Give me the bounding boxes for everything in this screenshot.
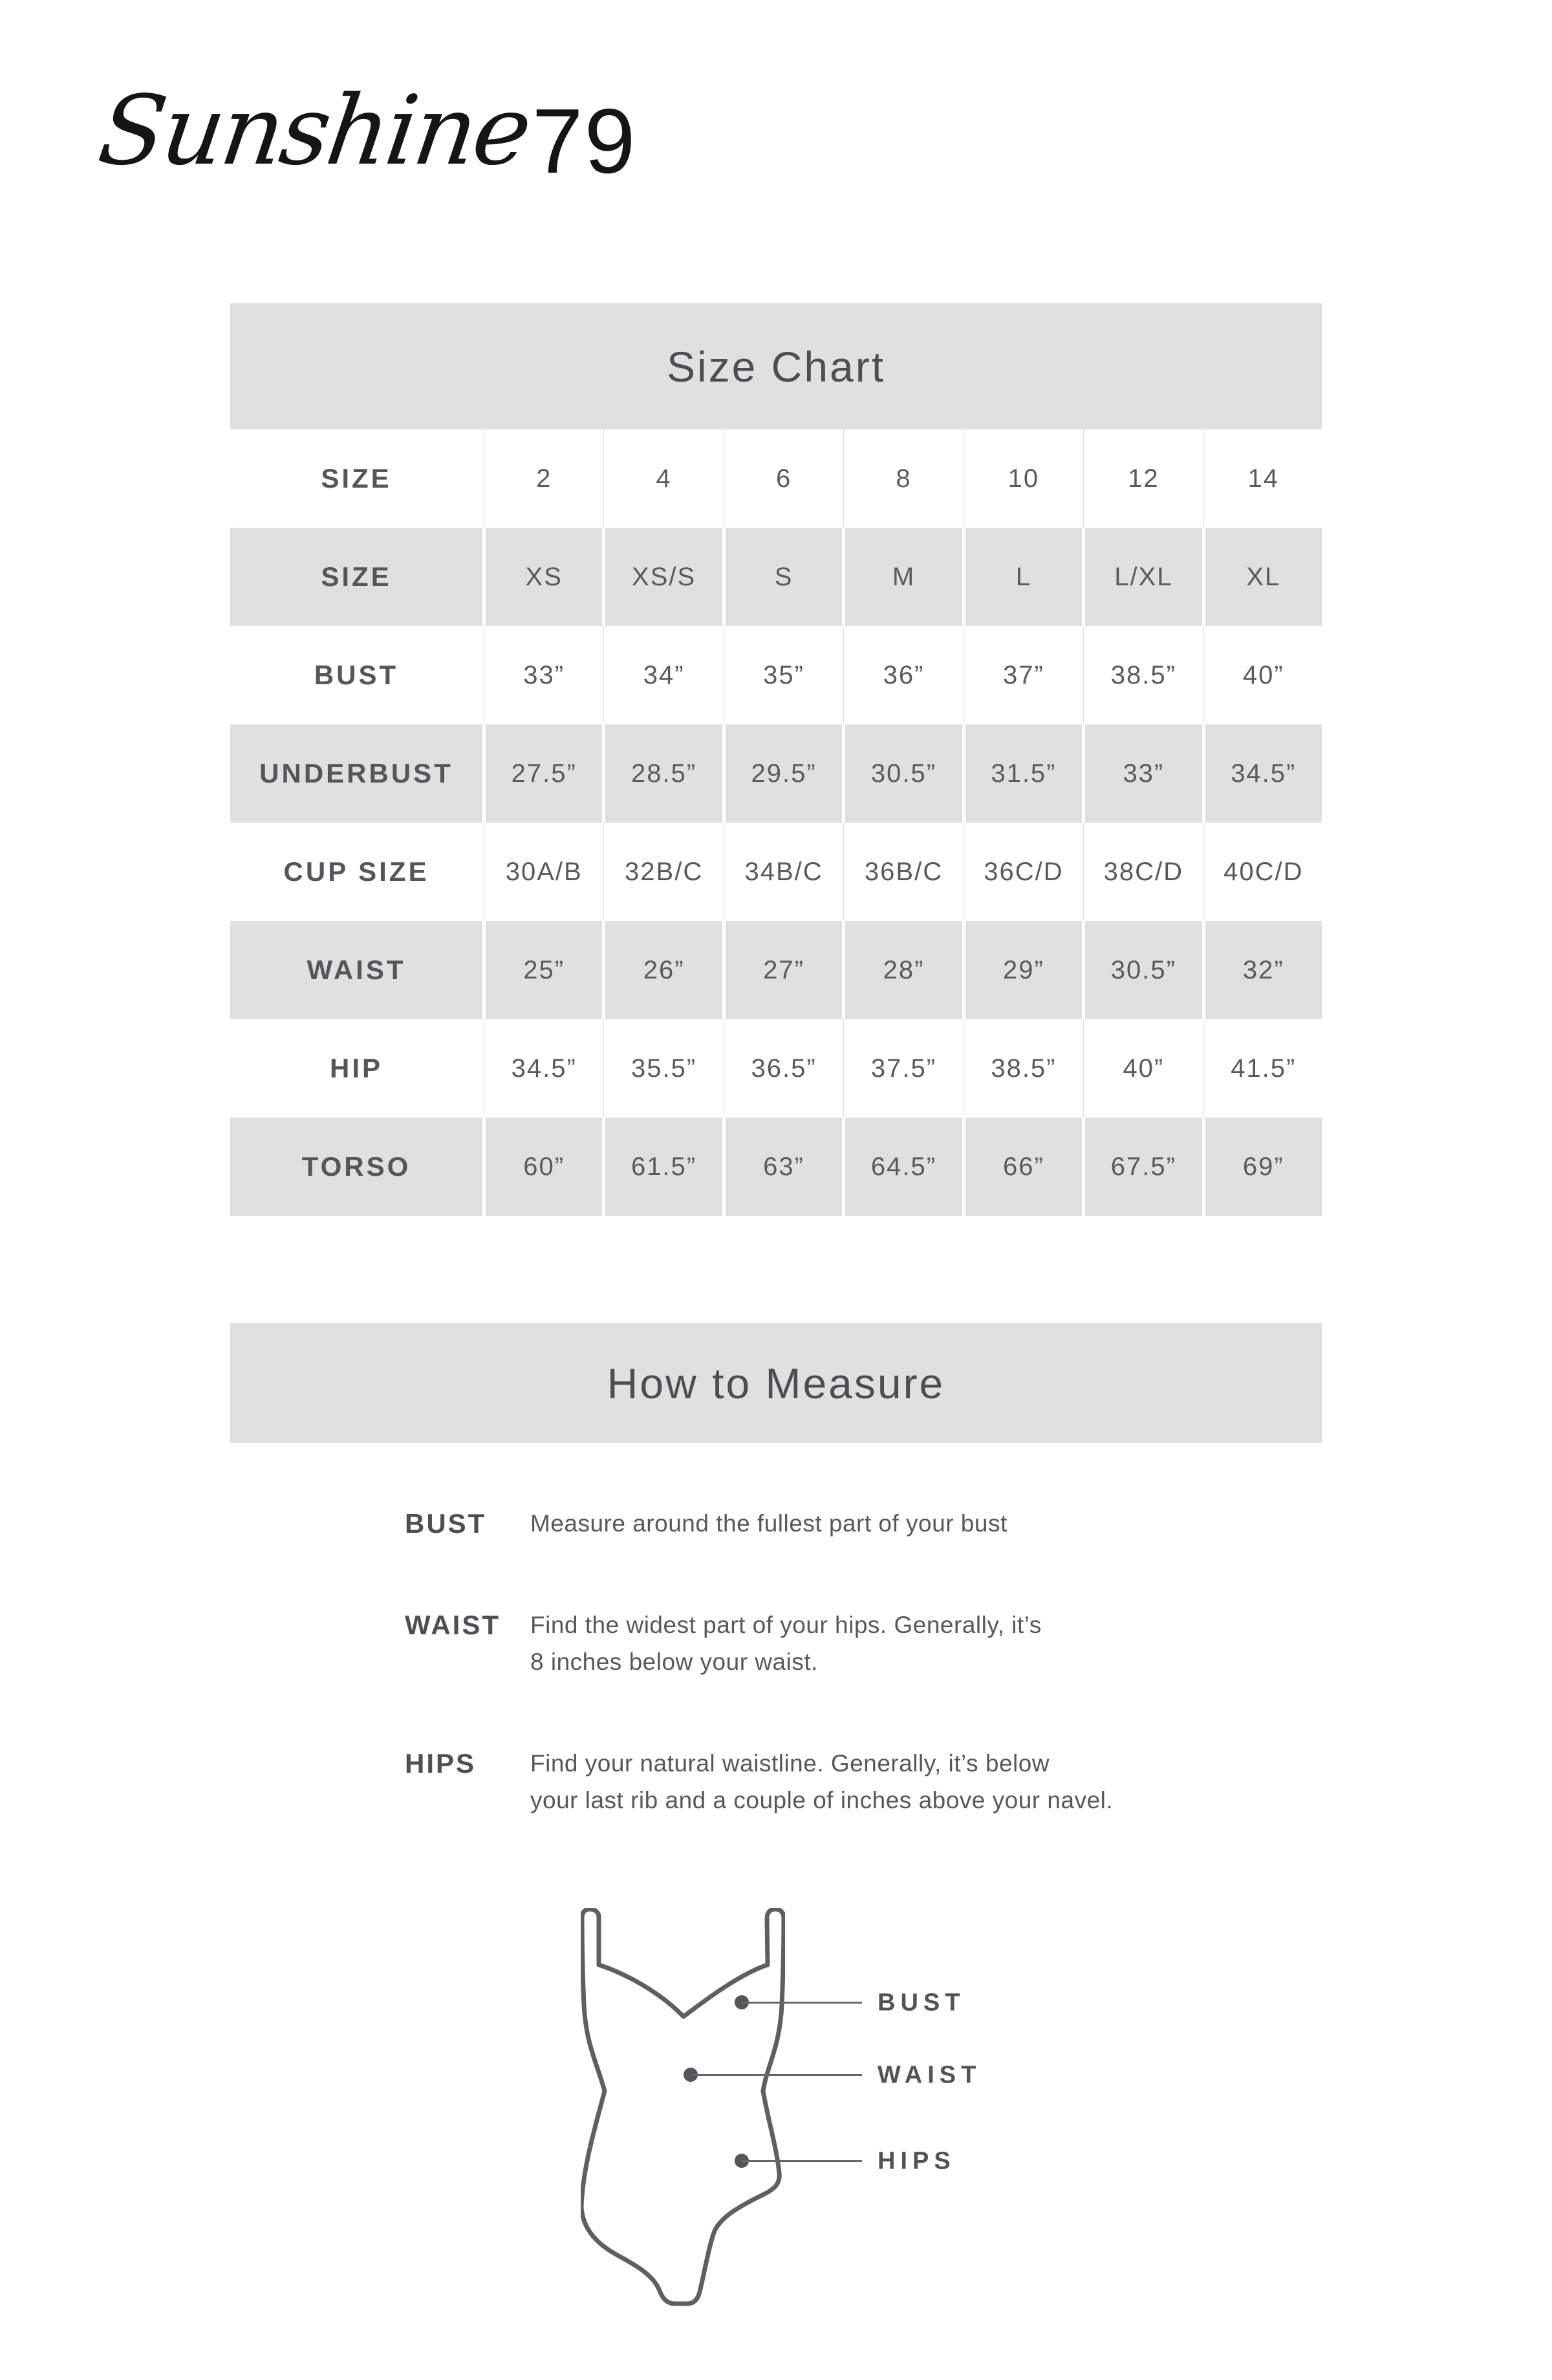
size-cell: S [726,528,842,626]
row-label: HIP [230,1019,482,1118]
size-chart-row [230,1019,1322,1118]
how-to-measure-title: How to Measure [607,1359,945,1407]
measure-item-label: WAIST [405,1610,501,1640]
bust-callout-line [742,2002,862,2004]
measure-item-text-line: 8 inches below your waist. [530,1649,818,1675]
size-cell: 25” [486,921,602,1019]
measure-instructions-list [230,1505,1322,1819]
size-cell: 69” [1205,1118,1322,1216]
size-cell: 2 [486,429,602,528]
brand-logo [92,75,637,193]
size-cell: 14 [1205,429,1322,528]
size-chart-row [230,823,1322,921]
bust-callout-label: BUST [878,1989,965,2017]
size-chart-row [230,429,1322,528]
measure-item [405,1505,1322,1542]
size-cell: 40” [1085,1019,1202,1118]
size-cell: 4 [605,429,722,528]
row-label: WAIST [230,921,482,1019]
measure-item-label: BUST [405,1508,487,1539]
measure-item-text-line: Find your natural waistline. Generally, it’s below [530,1750,1050,1777]
size-chart-row [230,528,1322,626]
size-cell: 32B/C [605,823,722,921]
size-cell: 36B/C [845,823,962,921]
size-cell: 63” [726,1118,842,1216]
size-cell: 32” [1205,921,1322,1019]
size-cell: 41.5” [1205,1019,1322,1118]
size-chart-header [230,303,1322,429]
size-cell: L [965,528,1082,626]
size-cell: 40” [1205,626,1322,724]
size-chart-row [230,1118,1322,1216]
size-cell: 33” [486,626,602,724]
hips-callout-label: HIPS [878,2147,956,2175]
size-cell: 35.5” [605,1019,722,1118]
size-cell: L/XL [1085,528,1202,626]
size-cell: 34.5” [1205,724,1322,823]
size-cell: 6 [726,429,842,528]
size-cell: 38C/D [1085,823,1202,921]
size-chart-row [230,626,1322,724]
size-cell: 34B/C [726,823,842,921]
size-cell: XS/S [605,528,722,626]
swimsuit-outline-path [581,1909,784,2304]
size-cell: 29” [965,921,1082,1019]
measure-item [405,1745,1322,1819]
size-cell: 10 [965,429,1082,528]
size-cell: 29.5” [726,724,842,823]
size-cell: 30.5” [845,724,962,823]
size-cell: 30A/B [486,823,602,921]
size-cell: 33” [1085,724,1202,823]
row-label: SIZE [230,429,482,528]
size-cell: 27.5” [486,724,602,823]
size-cell: 36C/D [965,823,1082,921]
size-cell: 34” [605,626,722,724]
measure-item-text-line: Find the widest part of your hips. Generally, it’s [530,1612,1042,1638]
swimsuit-outline-diagram [581,1908,785,2306]
measure-item-text [530,1505,1322,1542]
size-chart-title: Size Chart [666,342,886,391]
size-cell: M [845,528,962,626]
measure-item-text [530,1606,1322,1680]
size-cell: 26” [605,921,722,1019]
row-label: UNDERBUST [230,724,482,823]
size-cell: 40C/D [1205,823,1322,921]
how-to-measure-header [230,1323,1322,1443]
size-cell: 38.5” [1085,626,1202,724]
size-cell: 37.5” [845,1019,962,1118]
size-cell: 28.5” [605,724,722,823]
size-cell: 12 [1085,429,1202,528]
size-cell: 8 [845,429,962,528]
size-cell: 37” [965,626,1082,724]
size-cell: 67.5” [1085,1118,1202,1216]
size-chart-sheet [230,303,1322,1883]
size-cell: 34.5” [486,1019,602,1118]
size-chart-row [230,724,1322,823]
size-cell: 27” [726,921,842,1019]
row-label: BUST [230,626,482,724]
size-cell: 36.5” [726,1019,842,1118]
measure-item [405,1606,1322,1680]
size-cell: 61.5” [605,1118,722,1216]
size-chart-row [230,921,1322,1019]
measure-item-text-line: Measure around the fullest part of your bust [530,1510,1008,1537]
size-chart-table [230,429,1322,1216]
waist-callout-line [691,2074,862,2076]
measure-item-text-line: your last rib and a couple of inches above your navel. [530,1787,1114,1813]
measure-item-text [530,1745,1322,1819]
hips-callout-line [742,2160,862,2162]
size-cell: 36” [845,626,962,724]
row-label: CUP SIZE [230,823,482,921]
size-cell: 35” [726,626,842,724]
size-cell: 38.5” [965,1019,1082,1118]
size-cell: 64.5” [845,1118,962,1216]
brand-logo-script-text: Sunshine [92,75,536,186]
row-label: SIZE [230,528,482,626]
size-cell: 66” [965,1118,1082,1216]
size-cell: 31.5” [965,724,1082,823]
waist-callout-label: WAIST [878,2061,982,2089]
measure-item-label: HIPS [405,1748,477,1779]
size-cell: 30.5” [1085,921,1202,1019]
size-cell: XL [1205,528,1322,626]
row-label: TORSO [230,1118,482,1216]
size-cell: 28” [845,921,962,1019]
brand-logo-number: 79 [532,90,637,193]
size-cell: 60” [486,1118,602,1216]
size-cell: XS [486,528,602,626]
